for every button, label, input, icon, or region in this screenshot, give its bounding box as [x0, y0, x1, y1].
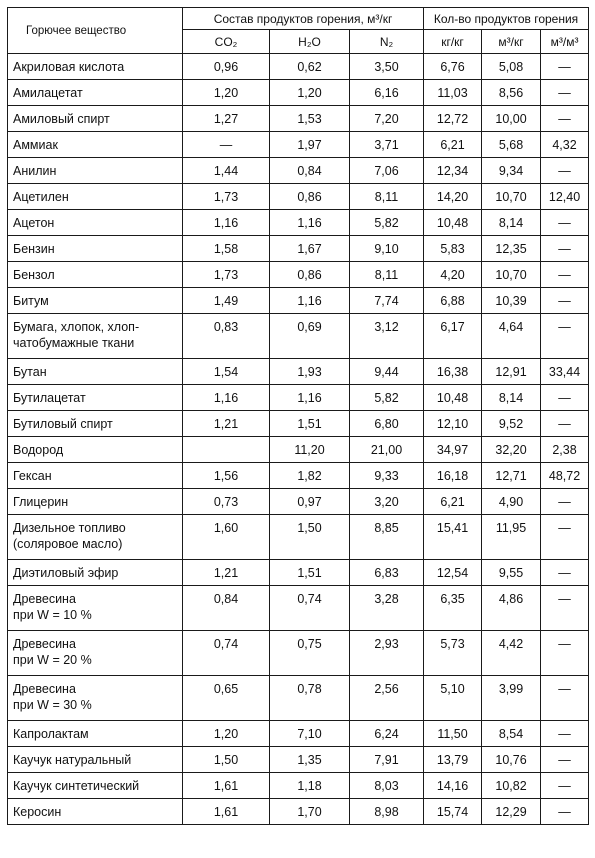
value-cell-co2: 1,49	[183, 288, 270, 314]
value-cell-m3kg: 10,70	[482, 262, 541, 288]
value-cell-m3m3: —	[541, 314, 589, 359]
value-cell-m3m3: 48,72	[541, 463, 589, 489]
value-cell-h2o: 1,20	[270, 80, 350, 106]
header-substance: Горючее вещество	[8, 8, 183, 54]
value-cell-co2: 1,58	[183, 236, 270, 262]
substance-name-line: Аммиак	[13, 138, 58, 152]
value-cell-h2o: 1,93	[270, 359, 350, 385]
value-cell-kgkg: 6,21	[424, 489, 482, 515]
value-cell-m3m3: —	[541, 288, 589, 314]
header-m3-per-kg: м³/кг	[482, 30, 541, 54]
substance-name-cell	[8, 385, 183, 411]
value-cell-kgkg: 5,10	[424, 676, 482, 721]
table-row	[8, 184, 589, 210]
combustion-products-table	[7, 7, 589, 825]
value-cell-kgkg: 5,83	[424, 236, 482, 262]
value-cell-n2: 2,93	[350, 631, 424, 676]
value-cell-h2o: 1,18	[270, 773, 350, 799]
value-cell-m3kg: 4,86	[482, 586, 541, 631]
value-cell-m3m3: —	[541, 385, 589, 411]
value-cell-h2o: 1,16	[270, 210, 350, 236]
value-cell-h2o: 0,84	[270, 158, 350, 184]
table-row	[8, 54, 589, 80]
value-cell-co2: 1,21	[183, 411, 270, 437]
value-cell-n2: 9,10	[350, 236, 424, 262]
value-cell-n2: 7,91	[350, 747, 424, 773]
value-cell-co2	[183, 437, 270, 463]
header-h2o: H₂O	[270, 30, 350, 54]
table-row	[8, 132, 589, 158]
substance-name-cell	[8, 54, 183, 80]
value-cell-m3m3: —	[541, 236, 589, 262]
value-cell-h2o: 1,70	[270, 799, 350, 825]
substance-name-cell	[8, 184, 183, 210]
value-cell-co2: 0,84	[183, 586, 270, 631]
table-row	[8, 799, 589, 825]
table-row	[8, 515, 589, 560]
value-cell-kgkg: 12,72	[424, 106, 482, 132]
value-cell-n2: 9,44	[350, 359, 424, 385]
value-cell-m3kg: 8,14	[482, 210, 541, 236]
value-cell-m3m3: —	[541, 721, 589, 747]
substance-name-line: Акриловая кислота	[13, 60, 125, 74]
table-row	[8, 631, 589, 676]
value-cell-co2: —	[183, 132, 270, 158]
table-row	[8, 262, 589, 288]
substance-name-line: Керосин	[13, 805, 62, 819]
substance-name-line: Бутилацетат	[13, 391, 86, 405]
substance-name-cell	[8, 132, 183, 158]
value-cell-n2: 9,33	[350, 463, 424, 489]
header-composition-group: Состав продуктов горения, м³/кг	[183, 8, 424, 30]
substance-name-cell	[8, 236, 183, 262]
value-cell-n2: 8,85	[350, 515, 424, 560]
value-cell-h2o: 0,97	[270, 489, 350, 515]
value-cell-n2: 3,20	[350, 489, 424, 515]
value-cell-n2: 21,00	[350, 437, 424, 463]
value-cell-m3kg: 5,08	[482, 54, 541, 80]
value-cell-kgkg: 14,16	[424, 773, 482, 799]
table-row	[8, 359, 589, 385]
substance-name-line: Амилацетат	[13, 86, 83, 100]
value-cell-kgkg: 10,48	[424, 385, 482, 411]
value-cell-kgkg: 4,20	[424, 262, 482, 288]
value-cell-co2: 1,61	[183, 773, 270, 799]
value-cell-co2: 1,54	[183, 359, 270, 385]
value-cell-co2: 1,50	[183, 747, 270, 773]
value-cell-m3m3: 4,32	[541, 132, 589, 158]
substance-name-cell	[8, 314, 183, 359]
value-cell-m3kg: 4,42	[482, 631, 541, 676]
substance-name-line: чатобумажные ткани	[13, 336, 135, 350]
value-cell-kgkg: 5,73	[424, 631, 482, 676]
value-cell-co2: 0,83	[183, 314, 270, 359]
table-row	[8, 314, 589, 359]
value-cell-m3m3: —	[541, 515, 589, 560]
substance-name-line: при W = 30 %	[13, 698, 92, 712]
value-cell-n2: 3,12	[350, 314, 424, 359]
value-cell-h2o: 1,51	[270, 560, 350, 586]
substance-name-line: Дизельное топливо	[13, 521, 126, 535]
value-cell-h2o: 0,86	[270, 262, 350, 288]
value-cell-m3kg: 3,99	[482, 676, 541, 721]
substance-name-cell	[8, 359, 183, 385]
value-cell-kgkg: 15,74	[424, 799, 482, 825]
value-cell-m3kg: 12,71	[482, 463, 541, 489]
value-cell-co2: 1,27	[183, 106, 270, 132]
value-cell-m3kg: 8,14	[482, 385, 541, 411]
header-m3-per-m3: м³/м³	[541, 30, 589, 54]
value-cell-n2: 6,80	[350, 411, 424, 437]
value-cell-co2: 1,73	[183, 262, 270, 288]
value-cell-h2o: 0,86	[270, 184, 350, 210]
value-cell-m3m3: —	[541, 560, 589, 586]
substance-name-cell	[8, 515, 183, 560]
substance-name-line: Бутан	[13, 365, 47, 379]
value-cell-co2: 0,74	[183, 631, 270, 676]
substance-name-line: Древесина	[13, 637, 76, 651]
value-cell-kgkg: 6,21	[424, 132, 482, 158]
table-row	[8, 586, 589, 631]
value-cell-h2o: 1,82	[270, 463, 350, 489]
table-row	[8, 210, 589, 236]
value-cell-kgkg: 6,17	[424, 314, 482, 359]
value-cell-n2: 8,11	[350, 184, 424, 210]
value-cell-kgkg: 11,50	[424, 721, 482, 747]
value-cell-co2: 1,44	[183, 158, 270, 184]
value-cell-kgkg: 12,54	[424, 560, 482, 586]
value-cell-h2o: 1,16	[270, 288, 350, 314]
header-n2: N₂	[350, 30, 424, 54]
value-cell-n2: 7,20	[350, 106, 424, 132]
table-row	[8, 106, 589, 132]
value-cell-co2: 1,56	[183, 463, 270, 489]
table-row	[8, 437, 589, 463]
substance-name-cell	[8, 676, 183, 721]
value-cell-m3m3: —	[541, 747, 589, 773]
value-cell-m3m3: —	[541, 411, 589, 437]
value-cell-m3kg: 10,70	[482, 184, 541, 210]
value-cell-m3kg: 10,82	[482, 773, 541, 799]
substance-name-cell	[8, 106, 183, 132]
substance-name-line: Амиловый спирт	[13, 112, 110, 126]
value-cell-m3kg: 12,29	[482, 799, 541, 825]
value-cell-n2: 6,83	[350, 560, 424, 586]
value-cell-co2: 1,16	[183, 385, 270, 411]
value-cell-h2o: 7,10	[270, 721, 350, 747]
substance-name-line: Анилин	[13, 164, 57, 178]
value-cell-n2: 7,74	[350, 288, 424, 314]
substance-name-line: (соляровое масло)	[13, 537, 123, 551]
table-row	[8, 236, 589, 262]
header-quantity-group: Кол-во продуктов горения	[424, 8, 589, 30]
substance-name-cell	[8, 586, 183, 631]
value-cell-m3m3: —	[541, 773, 589, 799]
value-cell-h2o: 1,16	[270, 385, 350, 411]
table-row	[8, 747, 589, 773]
value-cell-m3m3: —	[541, 676, 589, 721]
value-cell-m3kg: 12,91	[482, 359, 541, 385]
substance-name-cell	[8, 463, 183, 489]
value-cell-h2o: 1,51	[270, 411, 350, 437]
value-cell-kgkg: 6,76	[424, 54, 482, 80]
value-cell-h2o: 1,50	[270, 515, 350, 560]
table-row	[8, 385, 589, 411]
substance-name-cell	[8, 489, 183, 515]
substance-name-line: Капролактам	[13, 727, 89, 741]
value-cell-h2o: 1,97	[270, 132, 350, 158]
value-cell-kgkg: 12,10	[424, 411, 482, 437]
value-cell-h2o: 0,78	[270, 676, 350, 721]
value-cell-m3m3: —	[541, 80, 589, 106]
value-cell-m3m3: —	[541, 210, 589, 236]
substance-name-line: Бутиловый спирт	[13, 417, 113, 431]
substance-name-line: Каучук натуральный	[13, 753, 132, 767]
substance-name-line: Гексан	[13, 469, 52, 483]
value-cell-m3m3: 2,38	[541, 437, 589, 463]
table-row	[8, 411, 589, 437]
substance-name-cell	[8, 799, 183, 825]
value-cell-m3m3: —	[541, 586, 589, 631]
substance-name-cell	[8, 262, 183, 288]
value-cell-m3kg: 9,52	[482, 411, 541, 437]
value-cell-kgkg: 6,35	[424, 586, 482, 631]
value-cell-n2: 8,11	[350, 262, 424, 288]
value-cell-m3m3: —	[541, 262, 589, 288]
substance-name-line: Битум	[13, 294, 49, 308]
substance-name-line: Древесина	[13, 682, 76, 696]
value-cell-n2: 2,56	[350, 676, 424, 721]
value-cell-h2o: 1,35	[270, 747, 350, 773]
value-cell-m3kg: 5,68	[482, 132, 541, 158]
value-cell-m3kg: 8,56	[482, 80, 541, 106]
substance-name-cell	[8, 411, 183, 437]
value-cell-h2o: 0,74	[270, 586, 350, 631]
substance-name-cell	[8, 773, 183, 799]
header-co2: CO₂	[183, 30, 270, 54]
value-cell-m3m3: —	[541, 106, 589, 132]
value-cell-n2: 3,71	[350, 132, 424, 158]
value-cell-m3kg: 11,95	[482, 515, 541, 560]
table-row	[8, 773, 589, 799]
value-cell-n2: 5,82	[350, 210, 424, 236]
value-cell-m3kg: 4,64	[482, 314, 541, 359]
value-cell-n2: 7,06	[350, 158, 424, 184]
value-cell-m3kg: 10,00	[482, 106, 541, 132]
value-cell-n2: 5,82	[350, 385, 424, 411]
substance-name-line: Каучук синтетический	[13, 779, 140, 793]
value-cell-kgkg: 14,20	[424, 184, 482, 210]
table-body	[8, 54, 589, 825]
value-cell-co2: 0,96	[183, 54, 270, 80]
value-cell-m3kg: 8,54	[482, 721, 541, 747]
substance-name-line: Бумага, хлопок, хлоп-	[13, 320, 140, 334]
value-cell-co2: 1,16	[183, 210, 270, 236]
value-cell-kgkg: 13,79	[424, 747, 482, 773]
value-cell-n2: 3,50	[350, 54, 424, 80]
value-cell-m3m3: 33,44	[541, 359, 589, 385]
value-cell-m3kg: 9,34	[482, 158, 541, 184]
value-cell-co2: 1,20	[183, 721, 270, 747]
value-cell-kgkg: 16,38	[424, 359, 482, 385]
value-cell-h2o: 0,75	[270, 631, 350, 676]
value-cell-m3kg: 32,20	[482, 437, 541, 463]
value-cell-n2: 8,98	[350, 799, 424, 825]
value-cell-h2o: 0,62	[270, 54, 350, 80]
table-row	[8, 721, 589, 747]
substance-name-cell	[8, 288, 183, 314]
value-cell-kgkg: 15,41	[424, 515, 482, 560]
value-cell-n2: 6,24	[350, 721, 424, 747]
value-cell-co2: 1,60	[183, 515, 270, 560]
value-cell-m3kg: 10,76	[482, 747, 541, 773]
table-row	[8, 560, 589, 586]
substance-name-cell	[8, 631, 183, 676]
value-cell-kgkg: 10,48	[424, 210, 482, 236]
table-row	[8, 489, 589, 515]
value-cell-m3m3: —	[541, 158, 589, 184]
substance-name-line: Ацетон	[13, 216, 55, 230]
substance-name-line: Ацетилен	[13, 190, 69, 204]
value-cell-n2: 6,16	[350, 80, 424, 106]
substance-name-cell	[8, 747, 183, 773]
value-cell-m3kg: 9,55	[482, 560, 541, 586]
value-cell-m3m3: 12,40	[541, 184, 589, 210]
value-cell-co2: 1,20	[183, 80, 270, 106]
value-cell-h2o: 0,69	[270, 314, 350, 359]
value-cell-m3kg: 12,35	[482, 236, 541, 262]
header-kg-per-kg: кг/кг	[424, 30, 482, 54]
substance-name-cell	[8, 210, 183, 236]
value-cell-m3m3: —	[541, 54, 589, 80]
substance-name-line: при W = 10 %	[13, 608, 92, 622]
value-cell-n2: 3,28	[350, 586, 424, 631]
table-row	[8, 158, 589, 184]
value-cell-h2o: 11,20	[270, 437, 350, 463]
value-cell-kgkg: 6,88	[424, 288, 482, 314]
substance-name-cell	[8, 721, 183, 747]
value-cell-m3m3: —	[541, 631, 589, 676]
value-cell-kgkg: 34,97	[424, 437, 482, 463]
substance-name-line: при W = 20 %	[13, 653, 92, 667]
value-cell-m3m3: —	[541, 489, 589, 515]
value-cell-m3kg: 10,39	[482, 288, 541, 314]
table-row	[8, 463, 589, 489]
substance-name-cell	[8, 80, 183, 106]
value-cell-h2o: 1,53	[270, 106, 350, 132]
substance-name-line: Водород	[13, 443, 64, 457]
substance-name-line: Древесина	[13, 592, 76, 606]
table-row	[8, 80, 589, 106]
substance-name-cell	[8, 158, 183, 184]
value-cell-m3kg: 4,90	[482, 489, 541, 515]
value-cell-n2: 8,03	[350, 773, 424, 799]
value-cell-kgkg: 16,18	[424, 463, 482, 489]
value-cell-h2o: 1,67	[270, 236, 350, 262]
substance-name-cell	[8, 437, 183, 463]
substance-name-line: Диэтиловый эфир	[13, 566, 119, 580]
value-cell-co2: 0,73	[183, 489, 270, 515]
value-cell-co2: 1,61	[183, 799, 270, 825]
substance-name-cell	[8, 560, 183, 586]
value-cell-kgkg: 11,03	[424, 80, 482, 106]
value-cell-co2: 0,65	[183, 676, 270, 721]
value-cell-m3m3: —	[541, 799, 589, 825]
substance-name-line: Бензол	[13, 268, 55, 282]
value-cell-kgkg: 12,34	[424, 158, 482, 184]
value-cell-co2: 1,21	[183, 560, 270, 586]
substance-name-line: Бензин	[13, 242, 55, 256]
table-row	[8, 676, 589, 721]
substance-name-line: Глицерин	[13, 495, 69, 509]
value-cell-co2: 1,73	[183, 184, 270, 210]
table-row	[8, 288, 589, 314]
